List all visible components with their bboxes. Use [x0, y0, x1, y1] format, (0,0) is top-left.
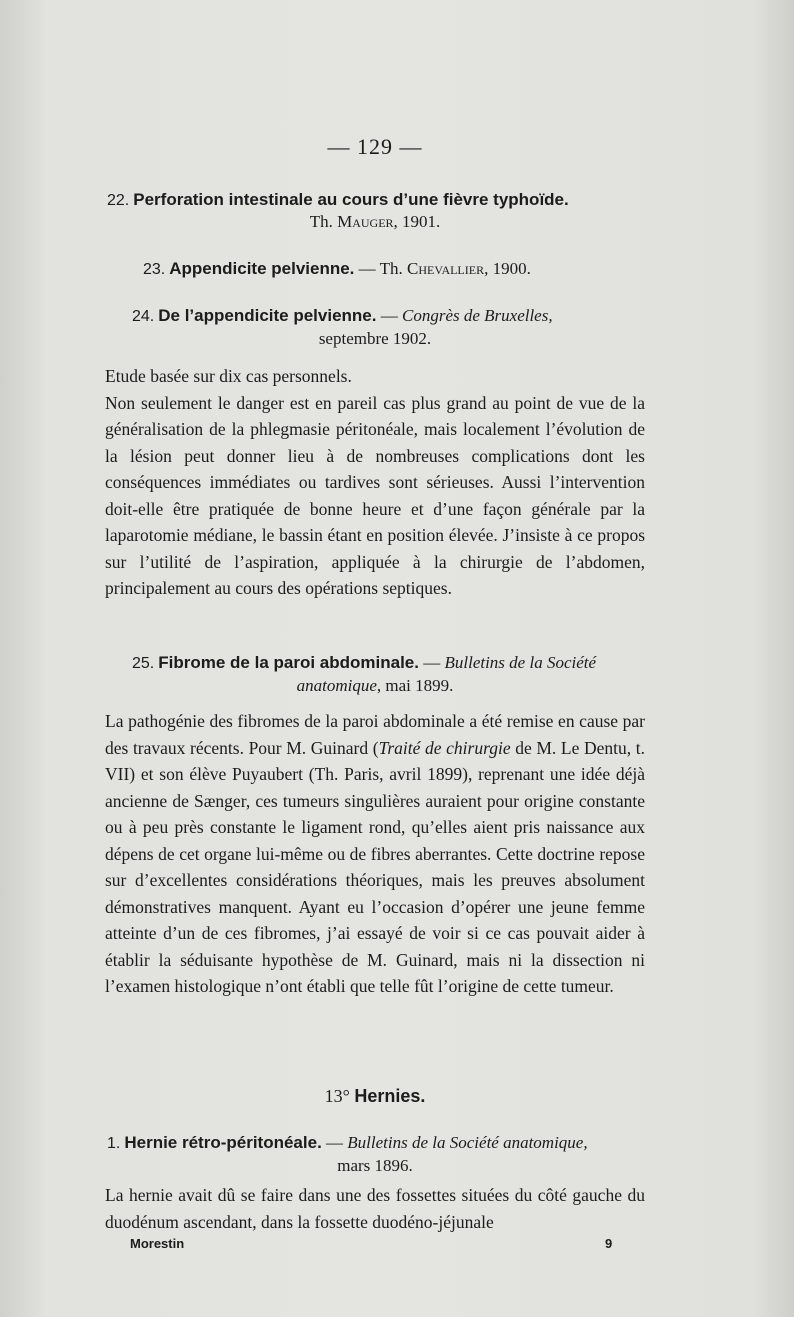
paragraph: La hernie avait dû se faire dans une des fossettes situées du côté gauche du duodénum ascendant, dans la fossette duodéno-jéjunale	[105, 1185, 645, 1232]
entry-22-heading	[107, 190, 569, 210]
entry-number: 25.	[132, 655, 155, 672]
page-edge	[794, 0, 800, 1317]
entry-24-source-line2: septembre 1902.	[318, 329, 432, 348]
hernie-entry-summary	[105, 1182, 645, 1235]
entry-number: 22.	[107, 192, 130, 209]
footer-author: Morestin	[130, 1236, 185, 1251]
author-name: Chevallier	[406, 259, 485, 278]
entry-title: Fibrome de la paroi abdominale.	[158, 653, 419, 672]
entry-title: Appendicite pelvienne.	[169, 259, 355, 278]
paragraph: Non seulement le danger est en pareil cas plus grand au point de vue de la généralisation de la phlegmasie péritonéale, mais localement l’évolution de la lésion peut donner lieu à de nombreuses complications dont les conséquences immédiates ou tardives sont sérieuses. Aussi l’intervention doit-elle être pratiquée de bonne heure et d’une façon générale par la laparotomie médiane, le bassin étant en position élevée. J’insiste à ce propos sur l’utilité de l’aspiration, appliquée à la chirurgie de l’abdomen, principalement au cours des opérations septiques.	[105, 392, 645, 598]
entry-25-source-line2: anatomique, mai 1899.	[296, 676, 454, 695]
section-title: Hernies.	[354, 1086, 426, 1106]
entry-title: Hernie rétro-péritonéale.	[124, 1133, 322, 1152]
entry-title: Perforation intestinale au cours d’une fièvre typhoïde.	[133, 190, 569, 209]
source-title: Congrès de Bruxelles,	[401, 306, 553, 325]
entry-title: De l’appendicite pelvienne.	[158, 306, 377, 325]
hernie-entry-source-line2: mars 1896.	[337, 1156, 413, 1175]
page-number: — 129 —	[327, 134, 423, 159]
entry-number: 24.	[132, 308, 155, 325]
entry-22-source: Th. Mauger, 1901.	[309, 212, 441, 231]
section-heading	[105, 1086, 645, 1107]
source-title: Bulletins de la Société	[444, 653, 597, 672]
section-number: 13°	[324, 1086, 350, 1106]
footer-signature: 9	[605, 1236, 613, 1251]
cited-work: Traité de chirurgie	[378, 737, 511, 758]
hernie-entry-heading: 1. Hernie rétro-péritonéale. — Bulletins de la Société anatomique,	[107, 1133, 588, 1152]
source-title: Bulletins de la Société anatomique,	[347, 1133, 588, 1152]
entry-number: 1.	[107, 1135, 121, 1152]
entry-25-summary	[105, 708, 645, 1000]
paragraph: Etude basée sur dix cas personnels.	[105, 366, 352, 386]
entry-25-heading: 25. Fibrome de la paroi abdominale. — Bulletins de la Société	[132, 653, 597, 672]
entry-24-summary	[105, 363, 645, 602]
author-name: Mauger	[337, 212, 394, 231]
paragraph: La pathogénie des fibromes de la paroi abdominale a été remise en cause par des travaux récents. Pour M. Guinard (Traité de chirurgie de M. Le Dentu, t. VII) et son élève Puyaubert (Th. Paris, avril 1899), reprenant une idée déjà ancienne de Sænger, ces tumeurs singulières auraient pour origine constante ou à peu près constante le ligament rond, qu’elles aient pris naissance aux dépens de cet organe lui-même ou de fibres aberrantes. Cette doctrine repose sur d’excellentes considérations théoriques, mais les preuves absolument démonstratives manquent. Ayant eu l’occasion d’opérer une jeune femme atteinte d’un de ces fibromes, j’ai essayé de voir si ce cas pouvait aider à établir la séduisante hypothèse de M. Guinard, mais ni la dissection ni l’examen histologique n’ont établi que telle fût l’origine de cette tumeur.	[105, 711, 645, 996]
entry-24-heading: 24. De l’appendicite pelvienne. — Congrès de Bruxelles,	[132, 306, 553, 325]
entry-23-heading: 23. Appendicite pelvienne. — Th. Chevallier, 1900.	[143, 259, 531, 278]
entry-number: 23.	[143, 261, 166, 278]
